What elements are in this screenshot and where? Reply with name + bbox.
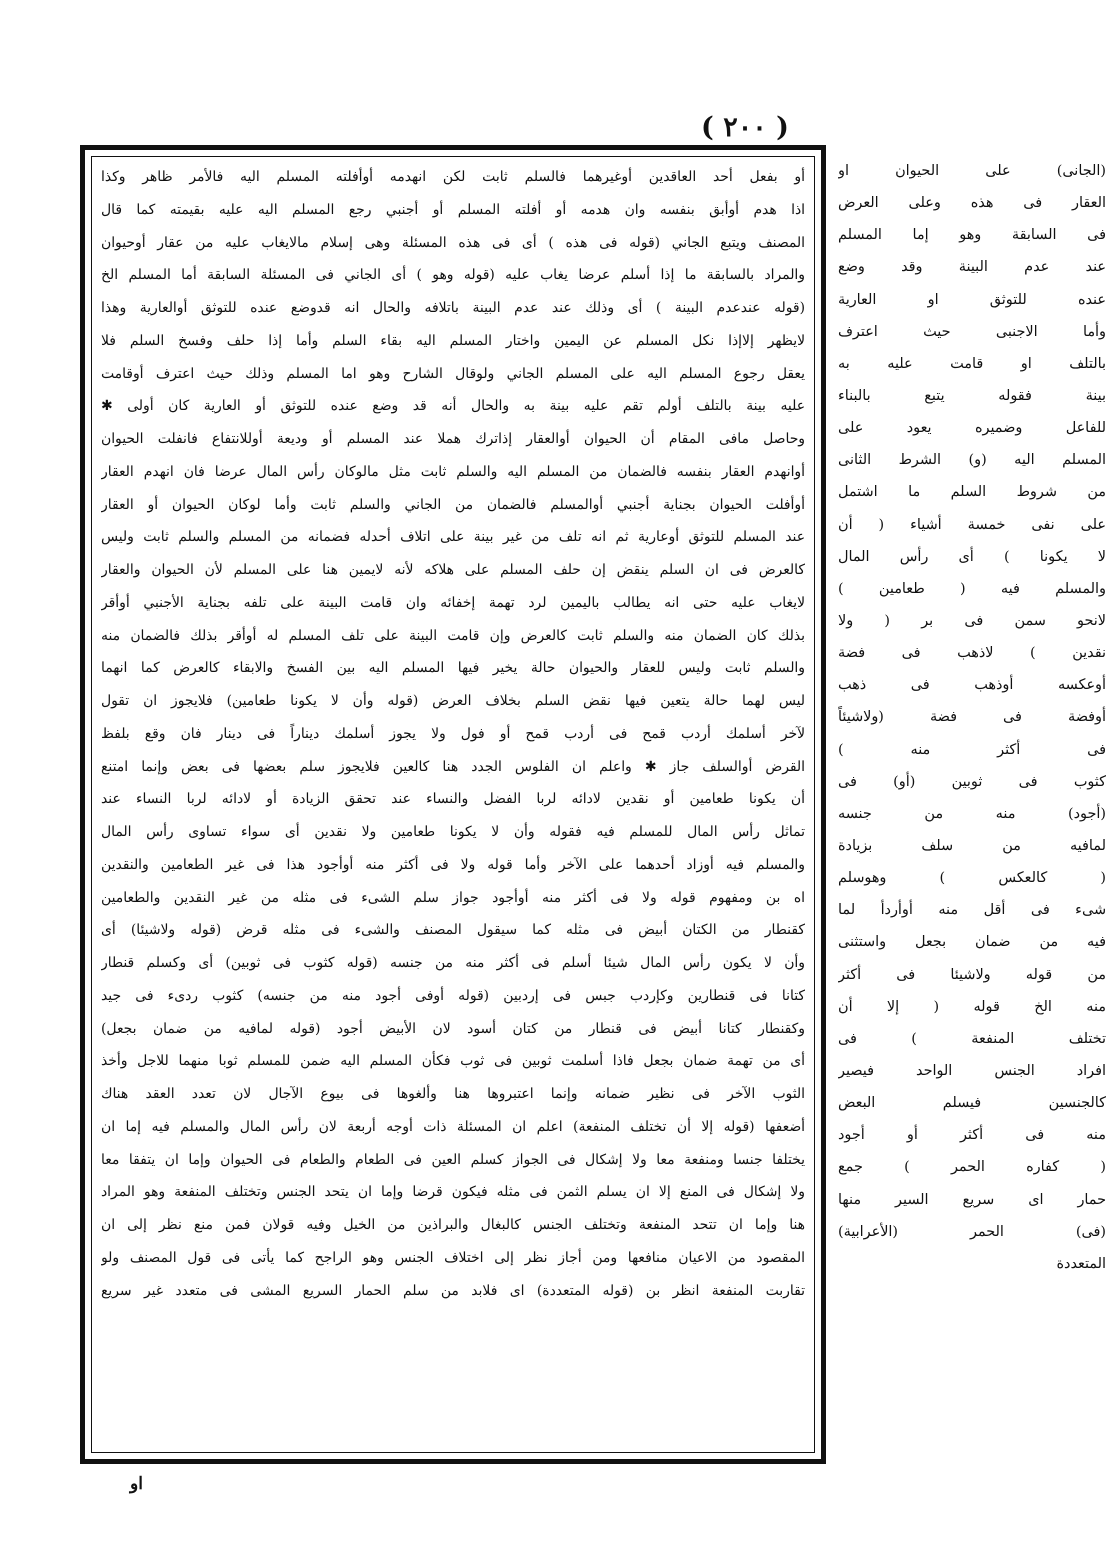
main-text-line: لآخر أسلمك أردب قمح فى أردب قمح أو فول ولا يجوز أسلمك ديناراً فى دينار فان وقع بلفظ <box>101 725 805 742</box>
margin-line: ( كفاره الحمر ) جمع <box>838 1159 1106 1176</box>
main-text-line: ليس لهما حالة يتعين فيها نقض السلم بخلاف العرض (قوله وأن لا يكونا طعامين) فلايجوز ان تقول <box>101 693 805 709</box>
main-text-line: بذلك كان الضمان منه والسلم ثابت كالعرض وإن قامت البينة على تلف المسلم له أوأقر بذلك فالضمان منه <box>101 627 805 644</box>
main-text-line: وأن لا يكون رأس المال شيئا أسلم فى أكثر منه من جنسه (قوله كثوب فى ثوبين) أى وكسلم قنطار <box>101 955 805 971</box>
main-text-line: اذا هدم أوأبق بنفسه وان هدمه أو أفلته المسلم أو أجنبي رجع المسلم اليه عليه بقيمته كما قال <box>101 201 805 218</box>
main-text-line: يعقل رجوع المسلم اليه على المسلم الجاني ولوقال الشارح وهو اما المسلم وذلك حيث اعترف أوقامت <box>101 365 805 382</box>
main-text-line: أن يكونا طعامين أو نقدين لادائه لربا الفضل والنساء عند تحقق الزيادة أو لادائه لربا النساء عند <box>101 791 805 808</box>
margin-line: من قوله ولاشيئا فى أكثر <box>838 966 1106 983</box>
main-text-line: تماثل رأس المال للمسلم فيه فقوله وأن لا يكونا طعامين ولا نقدين أى سواء تساوى رأس المال <box>101 824 805 840</box>
main-text-line: كقنطار من الكتان أبيض فى مثله كما سيقول المصنف والشىء فى مثله قرض (قوله ولاشيئا) أى <box>101 922 805 939</box>
margin-line: منه فى أكثر أو أجود <box>838 1127 1106 1144</box>
margin-line: من شروط السلم ما اشتمل <box>838 484 1106 501</box>
main-text-frame <box>80 145 826 1464</box>
main-text-block <box>101 161 805 1438</box>
main-text-line: المقصود من الاعيان منافعها ومن أجاز نظر إلى اختلاف الجنس وهو الراجح كما يأتى فى قول المصنف ولو <box>101 1249 805 1266</box>
margin-line: فيه من ضمان بجعل واستثنى <box>838 934 1106 951</box>
main-text-line: والمراد بالسابقة ما إذا أسلم عرضا يغاب عليه (قوله وهو ) أى الجاني فى المسئلة السابقة أما المسلم الخ <box>101 267 805 284</box>
margin-line: (أجود) منه من جنسه <box>838 805 1106 822</box>
margin-line: أوعكسه أوذهب فى ذهب <box>838 677 1106 694</box>
main-text-line: (قوله عندعدم البينة ) أى وذلك عند عدم البينة باتلافه والحال انه قدوضع عنده للتوثق أوالعارية وهذا <box>101 300 805 316</box>
main-text-line: عند المسلم للتوثق أوعارية ثم انه تلف من غير بينة على اتلاف أحدله فضمانه من المسلم والسلم ثابت وليس <box>101 529 805 546</box>
main-text-line <box>101 1307 805 1340</box>
margin-line: عند عدم البينة وقد وضع <box>838 259 1106 276</box>
margin-line: فى أكثر منه ) <box>838 741 1106 758</box>
margin-line: (الجانى) على الحيوان او <box>838 163 1106 179</box>
margin-line: لانحو سمن فى بر ( ولا <box>838 612 1106 629</box>
margin-line: شىء فى أقل منه أوأردأ لما <box>838 902 1106 919</box>
main-text-line <box>101 1406 805 1439</box>
main-text-line: والمسلم فيه أوزاد أحدهما على الآخر وأما قوله ولا فى أكثر منه أوأجود هذا فى غير الطعامين والنقدين <box>101 856 805 873</box>
margin-line: وأما الاجنبى حيث اعترف <box>838 323 1106 340</box>
margin-line: لا يكونا ) أى رأس المال <box>838 548 1106 565</box>
main-text-line <box>101 1340 805 1373</box>
main-text-line: لايغاب عليه حتى انه يطالب باليمين لرد تهمة إخفائه وان قامت البينة على تلفه بجناية الأجنبي أوأقر <box>101 594 805 611</box>
page-number: ( ٢٠٠ ) <box>701 112 789 143</box>
margin-line: فى السابقة وهو إما المسلم <box>838 227 1106 244</box>
main-text-line <box>101 1373 805 1406</box>
main-text-line: القرض أوالسلف جاز ✱ واعلم ان الفلوس الجدد هنا كالعين فلايجوز سلم بعضها فى بعض وإنما امتنع <box>101 758 805 775</box>
main-text-line: كتانا فى قنطارين وكإردب جبس فى إردبين (قوله أوفى أجود منه من جنسه) كثوب ردىء فى جيد <box>101 987 805 1004</box>
margin-line: كثوب فى ثوبين (أو) فى <box>838 773 1106 790</box>
margin-line: نقدين ) لاذهب فى فضة <box>838 645 1106 662</box>
main-text-line: هنا وإما ان تتحد المنفعة وتختلف الجنس كالبغال والبراذين من الخيل وفيه قولان فمن منع نظر إلى ان <box>101 1217 805 1233</box>
margin-line: والمسلم فيه ( طعامين ) <box>838 580 1106 597</box>
margin-line: ( كالعكس ) وهوسلم <box>838 870 1106 887</box>
margin-line: بينة فقوله يتبع بالبناء <box>838 387 1106 404</box>
main-text-line: المصنف ويتبع الجاني (قوله فى هذه ) أى فى هذه المسئلة وهى إسلام مالايغاب عليه من عقار أوحيوان <box>101 234 805 251</box>
main-text-line: أو بفعل أحد العاقدين أوغيرهما فالسلم ثابت لكن انهدمه أوأفلته المسلم اليه فالأمر ظاهر وكذا <box>101 169 805 185</box>
margin-line: حمار اى سريع السير منها <box>838 1191 1106 1208</box>
main-text-line: والسلم ثابت وليس للعقار والحيوان حالة يخير فيها المسلم اليه بين الفسخ والابقاء كالعرض كما انهما <box>101 660 805 677</box>
margin-line: للفاعل وضميره يعود على <box>838 420 1106 437</box>
catchword: او <box>130 1474 143 1494</box>
margin-line: المتعددة <box>1056 1255 1106 1272</box>
main-text-line: أوانهدم العقار بنفسه فالضمان من المسلم اليه والسلم ثابت مثل مالوكان رأس المال عرضا فان انهدم العقار <box>101 463 805 480</box>
margin-line: بالتلف او قامت عليه به <box>838 355 1106 372</box>
main-text-line: الثوب الآخر فى نظير ضمانه وإنما اعتبروها هنا وألغوها فى بيوع الآجال لان تعدد العقد هناك <box>101 1086 805 1102</box>
main-text-line: يختلفا جنسا ومنفعة معا ولا إشكال فى الجواز كسلم العين فى الطعام والطعام فى الحيوان وإما ان يتفقا معا <box>101 1151 805 1168</box>
margin-line: (فى) الحمر (الأعرابية) <box>838 1223 1106 1240</box>
main-text-line: أى من تهمة ضمان بجعل فاذا أسلمت ثوبين فى ثوب فكأن المسلم اليه ضمن للمسلم ثوبا منهما للاجل وأخذ <box>101 1053 805 1070</box>
main-text-line: عليه بينة بالتلف أولم تقم عليه بينة به والحال أنه قد وضع عنده للتوثق أو العارية كان أولى ✱ <box>101 398 805 415</box>
main-text-line: وكقنطار كتانا أبيض فى قنطار من كتان أسود لان الأبيض أجود (قوله لمافيه من ضمان بجعل) <box>101 1020 805 1037</box>
margin-line: كالجنسين فيسلم البعض <box>838 1095 1106 1112</box>
margin-line: على نفى خمسة أشياء ( أن <box>838 516 1106 533</box>
margin-line: عنده للتوثق او العارية <box>838 291 1106 308</box>
margin-line: افراد الجنس الواحد فيصير <box>838 1062 1106 1079</box>
margin-line: منه الخ قوله ( إلا أن <box>838 998 1106 1015</box>
margin-line: تختلف المنفعة ) فى <box>838 1030 1106 1047</box>
main-text-line: أوأفلت الحيوان بجناية أجنبي أوالمسلم فالضمان من الجاني والسلم ثابت وأما لوكان الحيوان أو العقار <box>101 496 805 513</box>
margin-line: العقار فى هذه وعلى العرض <box>838 195 1106 212</box>
margin-line: أوفضة فى فضة (ولاشيئاً <box>838 709 1106 726</box>
main-text-line: أضعفها (قوله إلا أن تختلف المنفعة) اعلم ان المسئلة ذات أوجه أربعة لان رأس المال والمسلم فيه إما ان <box>101 1118 805 1135</box>
margin-line: المسلم اليه (و) الشرط الثانى <box>838 452 1106 469</box>
main-text-line: تقاربت المنفعة انظر بن (قوله المتعددة) اى فلابد من سلم الحمار السريع المشى فى متعدد غير سريع <box>101 1282 805 1299</box>
main-text-line: اه بن ومفهوم قوله ولا فى أكثر منه أوأجود جواز سلم الشىء فى مثله من غير النقدين والطعامين <box>101 889 805 906</box>
main-text-line: ولا إشكال فى المنع إلا ان يسلم الثمن فى مثله فيكون قرضا وإما ان يتحد الجنس وتختلف المنفعة وهو المراد <box>101 1184 805 1201</box>
margin-commentary <box>838 155 1106 1280</box>
main-text-line: وحاصل مافى المقام أن الحيوان أوالعقار إذاترك هملا عند المسلم أو وديعة أوللانتفاع فانفلت الحيوان <box>101 431 805 447</box>
main-text-line: كالعرض فى ان السلم ينقض إن حلف المسلم على هلاكه لأنه لايمين هنا على المسلم لأن الحيوان والعقار <box>101 562 805 578</box>
main-text-line: لايظهر إلاإذا نكل المسلم عن اليمين واختار المسلم اليه بقاء السلم وأما إذا حلف وفسخ السلم فلا <box>101 332 805 349</box>
margin-line: لمافيه من سلف بزيادة <box>838 837 1106 854</box>
